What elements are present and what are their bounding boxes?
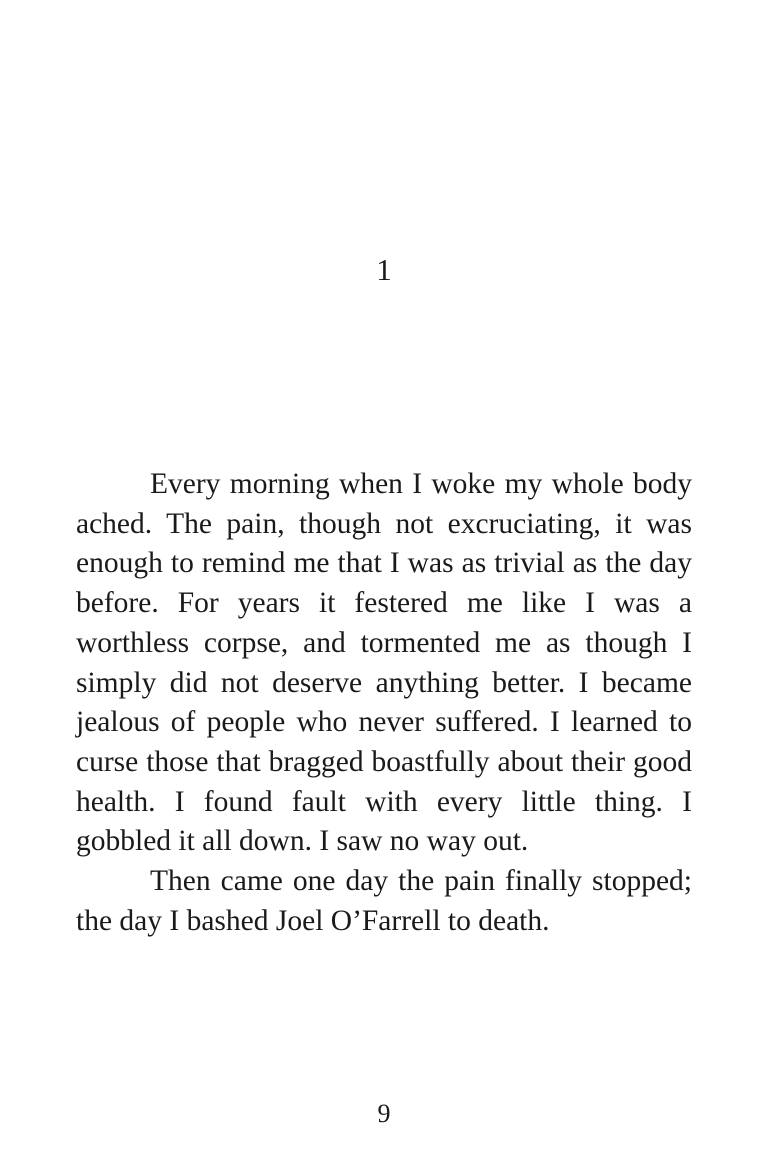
page-number: 9 xyxy=(377,1099,391,1128)
paragraph-2: Then came one day the pain finally stopped; the day I bashed Joel O’Farrell to death. xyxy=(76,865,692,937)
chapter-number: 1 xyxy=(376,252,392,287)
chapter-body xyxy=(76,465,692,941)
paragraph-1: Every morning when I woke my whole body ached. The pain, though not excruciating, it was enough to remind me that I was as trivial as the day before. For years it festered me like I was a worthless corpse, and tormented me as though I simply did not deserve anything better. I became jealous of people who never suffered. I learned to curse those that bragged boastfully about their good health. I found fault with every little thing. I gobbled it all down. I saw no way out. xyxy=(76,468,692,858)
